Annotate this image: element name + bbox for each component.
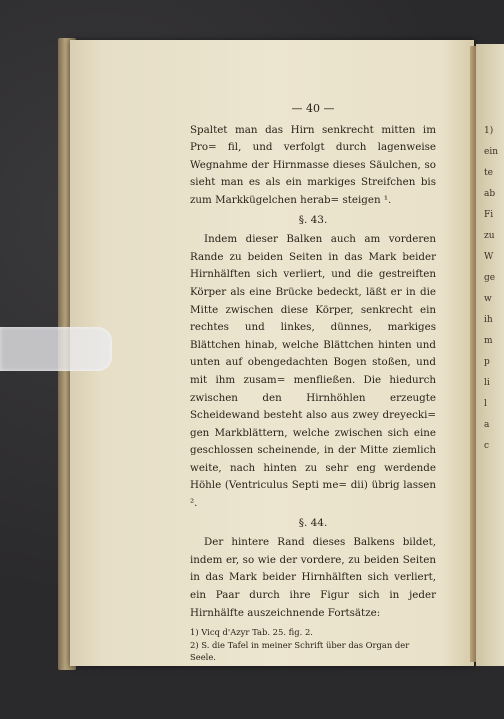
facing-page-fragment: w [484, 294, 492, 304]
paragraph-44: Der hintere Rand dieses Balkens bildet, indem er, so wie der vordere, zu beiden Seiten in das Mark beider Hirnhälften sich verliert, ein Paar durch ihre Figur sich in jeder Hirnhälfte auszeichnende Fortsätze: [190, 536, 436, 619]
facing-page-fragment: zu [484, 231, 495, 241]
footnote-1: 1) Vicq d'Azyr Tab. 25. fig. 2. [190, 627, 313, 638]
page-number: — 40 — [291, 102, 335, 115]
facing-page-fragment: p [484, 357, 490, 367]
facing-page-edge [476, 44, 504, 666]
paragraph-43: Indem dieser Balken auch am vorderen Rande zu beiden Seiten in das Mark beider Hirnhälften sich verliert, und die gestreiften Körper als eine Brücke bedeckt, läßt er in die Mitte zwischen diese Körper, senkrecht ein rechtes und linkes, dünnes, markiges Blättchen hinab, welche Blättchen hinten und unten auf obengedachten Bogen stoßen, und mit ihm zusam= menfließen. Die hiedurch zwischen den Hirnhöhlen erzeugte Scheidewand besteht also aus zwey dreyecki= gen Markblättern, welche zwischen sich eine geschlossen scheinende, in der Mitte ziemlich weite, nach hinten zu sehr eng werdende Höhle (Ventriculus Septi me= dii) übrig lassen ². [190, 233, 436, 510]
facing-page-fragment: 1) [484, 126, 494, 136]
facing-page-fragment: ein [484, 147, 499, 157]
bookmark-tab [0, 327, 112, 371]
facing-page-fragment: te [484, 168, 493, 178]
paragraph-1: Spaltet man das Hirn senkrecht mitten im Pro= fil, und verfolgt durch lagenweise Wegnahme der Hirnmasse dieses Säulchen, so sieht man es als ein markiges Streifchen bis zum Markkügelchen herab= steigen ¹. [190, 123, 436, 206]
facing-page-fragment: c [484, 441, 490, 451]
facing-page-fragment: Fi [484, 210, 494, 220]
facing-page-fragment: l [484, 399, 487, 409]
facing-page-fragment: a [484, 420, 490, 430]
footnotes [190, 626, 436, 664]
facing-page-fragment: ab [484, 189, 496, 199]
facing-page-fragment: ge [484, 273, 496, 283]
footnote-2: 2) S. die Tafel in meiner Schrift über das Organ der Seele. [190, 639, 410, 663]
page-text [190, 100, 436, 664]
facing-page-fragment: ih [484, 315, 493, 325]
section-heading-43: §. 43. [298, 213, 328, 226]
section-heading-44: §. 44. [298, 516, 328, 529]
facing-page-fragment: W [484, 252, 494, 262]
facing-page-fragment: m [484, 336, 493, 346]
facing-page-fragment: li [484, 378, 490, 388]
